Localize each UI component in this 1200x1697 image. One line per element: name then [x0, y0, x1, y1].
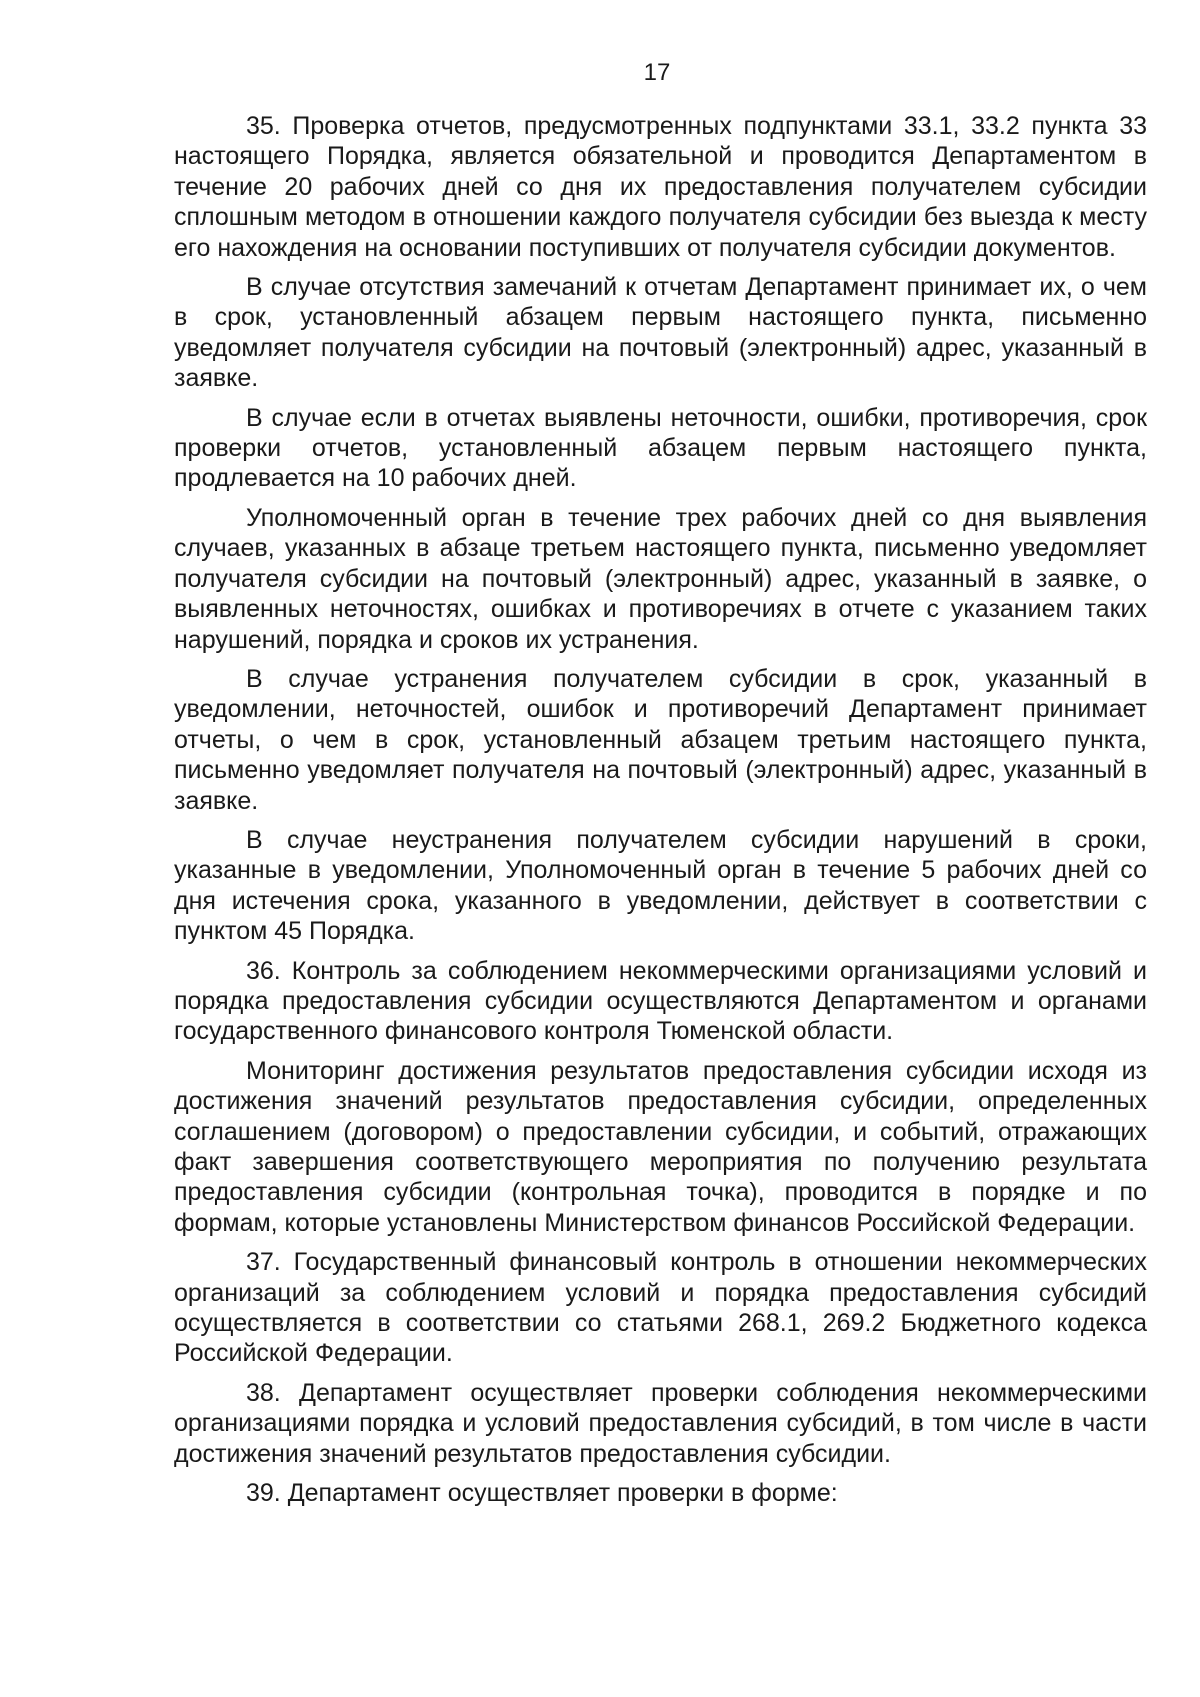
page-number: 17 [643, 59, 671, 86]
paragraph-notification: Уполномоченный орган в течение трех рабочих дней со дня выявления случаев, указанных в абзаце третьем настоящего пункта, письменно уведомляет получателя субсидии на почтовый (электронный) адрес, указанный в заявке, о выявленных неточностях, ошибках и противоречиях в отчете с указанием таких нарушений, порядка и сроков их устранения. [174, 503, 1147, 654]
paragraph-inaccuracies: В случае если в отчетах выявлены неточности, ошибки, противоречия, срок проверки отчетов, установленный абзацем первым настоящего пункта, продлевается на 10 рабочих дней. [174, 403, 1147, 493]
document-body [174, 111, 1147, 1517]
paragraph-35: 35. Проверка отчетов, предусмотренных подпунктами 33.1, 33.2 пункта 33 настоящего Порядка, является обязательной и проводится Департаментом в течение 20 рабочих дней со дня их предоставления получателем субсидии сплошным методом в отношении каждого получателя субсидии без выезда к месту его нахождения на основании поступивших от получателя субсидии документов. [174, 112, 1147, 262]
paragraph-38: 38. Департамент осуществляет проверки соблюдения некоммерческими организациями порядка и условий предоставления субсидий, в том числе в части достижения значений результатов предоставления субсидии. [174, 1378, 1147, 1468]
paragraph-39: 39. Департамент осуществляет проверки в форме: [246, 1479, 838, 1508]
paragraph-monitoring: Мониторинг достижения результатов предоставления субсидии исходя из достижения значений результатов предоставления субсидии, определенных соглашением (договором) о предоставлении субсидии, и событий, отражающих факт завершения соответствующего мероприятия по получению результата предоставления субсидии (контрольная точка), проводится в порядке и по формам, которые установлены Министерством финансов Российской Федерации. [174, 1056, 1147, 1237]
paragraph-no-remarks: В случае отсутствия замечаний к отчетам Департамент принимает их, о чем в срок, установленный абзацем первым настоящего пункта, письменно уведомляет получателя субсидии на почтовый (электронный) адрес, указанный в заявке. [174, 273, 1147, 393]
paragraph-elimination: В случае устранения получателем субсидии в срок, указанный в уведомлении, неточностей, ошибок и противоречий Департамент принимает отчеты, о чем в срок, установленный абзацем третьим настоящего пункта, письменно уведомляет получателя на почтовый (электронный) адрес, указанный в заявке. [174, 664, 1147, 815]
paragraph-37: 37. Государственный финансовый контроль в отношении некоммерческих организаций за соблюдением условий и порядка предоставления субсидий осуществляется в соответствии со статьями 268.1, 269.2 Бюджетного кодекса Российской Федерации. [174, 1248, 1147, 1368]
paragraph-36: 36. Контроль за соблюдением некоммерческими организациями условий и порядка предоставления субсидии осуществляются Департаментом и органами государственного финансового контроля Тюменской области. [174, 956, 1147, 1046]
paragraph-non-elimination: В случае неустранения получателем субсидии нарушений в сроки, указанные в уведомлении, Уполномоченный орган в течение 5 рабочих дней со дня истечения срока, указанного в уведомлении, действует в соответствии с пунктом 45 Порядка. [174, 825, 1147, 946]
